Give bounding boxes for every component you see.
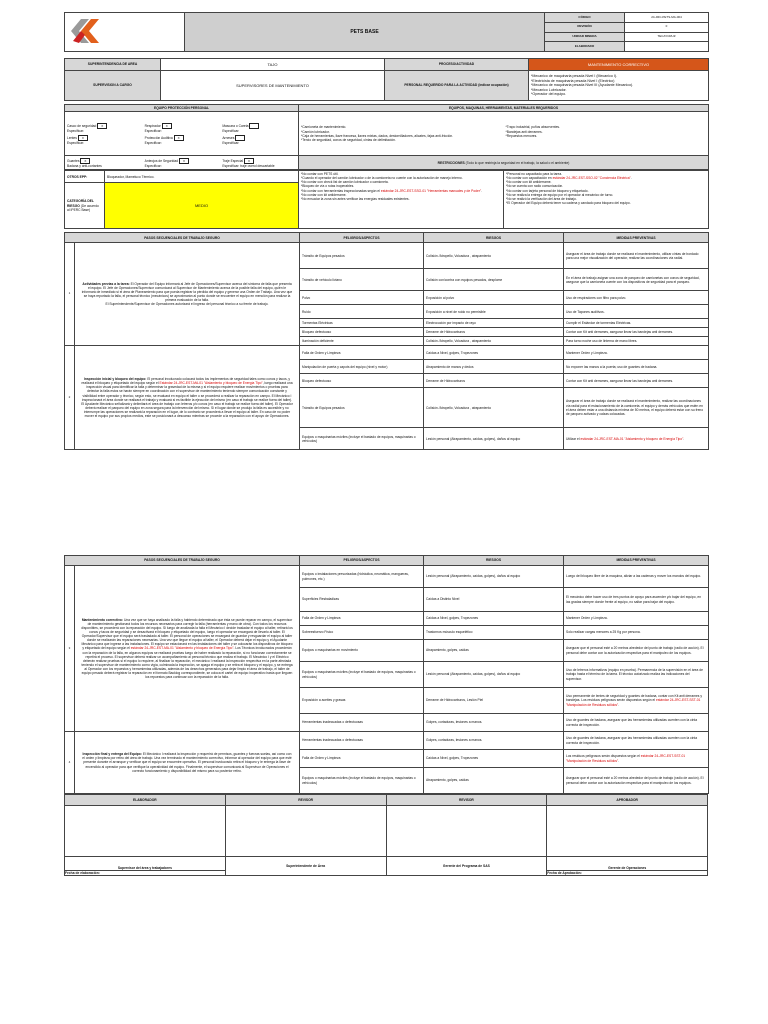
- hazard-cell: Herramientas inadecuadas o defectuosas: [300, 732, 424, 750]
- risk-cell: Electrocución por impacto de rayo: [424, 319, 564, 328]
- epp-item-casco: Casco de seguridad X Especificar:: [65, 122, 143, 134]
- date-aprobacion-label: Fecha de Aprobación:: [547, 870, 582, 875]
- signature-header-elaborador: ELABORADOR: [65, 795, 226, 806]
- supervision-label: SUPERVISION A CARGO: [65, 71, 161, 101]
- step-1-text: Actividades previas a la tarea: El Operador del Equipo informará al Jefe de Operaciones/Supervisor acerca del síntoma de falla que presenta el equipo. El Jefe de Operaciones/Supervisor comunicará al Supervisor de Mantenimiento acerca de la posible falla del equipo, quién le informará de inmediato si el área de Planeamiento para que pueda registrar la pérdida del equipo y generar una Orden de Trabajo. Una vez que se haya reportado la falla, el personal técnico (mecánicos) se aproximarán al punto donde se encuentre el equipo en mención para realizar la primera evaluación de la falla. El Superintendente/Supervisor de Operaciones autorizará el ingreso del personal técnico a su frente de trabajo.: [75, 243, 300, 346]
- risk-cell: Trastornos músculo esquelético: [424, 626, 564, 640]
- measure-cell: Mantener Orden y Limpieza.: [564, 346, 709, 360]
- hazard-cell: Equipos o maquinarias en movimiento: [300, 640, 424, 662]
- risk-cell: Colisión /Atropello, Volcadura , atrapamiento: [424, 388, 564, 428]
- minera-value: TECAYCRUZ: [625, 32, 709, 42]
- step-2-text: Inspección inicial y bloqueo del equipo: El personal involucrado colocará todos los implementos de seguridad tales como conos y tacos, y realizará el bloqueo y etiquetado del equipo según el Estándar 24-JRC-EST-MA-01 "Aislamiento y bloqueo de Energía Tipo", luego realizará una inspección visual para identificar la falla y determinar la gravedad de la misma y si el equipo requiere realizar movimientos o pruebas para detectar la falla estos se harán siempre en coordinación con el supervisor de mantenimiento teniendo siempre comunicación constante y visibilidad entre operador y técnico, según esto, se evaluará en equipo el taller o se procederá a realizar la reparación en campo. El Mecánico I inspeccionará el área donde se realizará el trabajo y evaluará si es factible la ejecución del mismo (en caso el trabajo se realice fuera del taller). El Ayudante Mecánico señalizará y delimitará el área de trabajo con letreros y/o conos (en caso el trabajo se realice fuera del taller). El Operador deberá realizar el parqueo del equipo en zona segura para la intervención del mismo. Si el lugar donde se produjo la falla es accesible y no interrumpe las operaciones se realizará la reparación en el lugar, de lo contrario se procederá a llevar el equipo al taller. En caso de no poder mover el equipo por sus propios medios, este se posicionará a descanso mientras se procede a la reparación con el apoyo de Operaciones.: [75, 346, 300, 450]
- measure-cell: Asegurar que el personal esté a 20 metros alrededor del punto de trabajo (radio de acción). El personal debe contar con la autorización respectiva para el manipuleo de los equipos.: [564, 640, 709, 662]
- hazard-cell: Iluminación deficiente: [300, 337, 424, 346]
- risk-category-value: MEDIO: [105, 183, 299, 229]
- hazard-cell: Tránsito de Equipos pesados: [300, 388, 424, 428]
- risk-category-label: CATEGORÍA DEL RIESGO (De acuerdo al IPERC Base): [65, 183, 105, 229]
- epp-item-mascara: Mascara o Careta Especificar:: [220, 122, 298, 134]
- measure-cell: Asegurar el área de trabajo donde se realizará el mantenimiento, realizar las coordinaciones vía radial para el estacionamiento de la camioneta. el equipo y demás vehículos que estén en el área deben estar a una distancia mínima de 50 metros, el equipo deberá estar con su freno de parqueo activado y calzas colocadas.: [564, 388, 709, 428]
- risk-cell: Lesión personal (Atrapamiento, caídas, golpes), daños al equipo: [424, 428, 564, 450]
- others-epp-value: Bloqueador, Mameluco Térmico.: [105, 171, 299, 183]
- measure-cell: Asegurar que el personal esté a 20 metros alrededor del punto de trabajo (radio de acción). El personal debe contar con la autorización respectiva para el manipuleo de los equipos.: [564, 768, 709, 794]
- measure-cell: Uso permanente de lentes de seguridad y guantes de badana, contar con Kit anti derrames y bandejas. Los residuos peligrosos serán dispuestos según el estándar 24-JRC-EST-SST-01 "Manipulación de Residuos sólidos".: [564, 688, 709, 714]
- risk-cell: Derrame de Hidrocarburos, Lesión Piel: [424, 688, 564, 714]
- role-revisor-1: Superintendente de Área: [225, 857, 386, 876]
- risk-cell: Caídas a Nivel, golpes, Tropezones: [424, 346, 564, 360]
- hazard-cell: Exposición a aceites y grasas: [300, 688, 424, 714]
- restrictions-table: [64, 170, 709, 229]
- measure-cell: Luego del bloqueo libre de la maquina, aliviar a las cadenas y mover los mandos del equipo.: [564, 566, 709, 588]
- epp-item-anteojos: Anteojos de Seguridad X Especificar:: [143, 157, 221, 169]
- signature-box[interactable]: [547, 806, 708, 857]
- minera-label: UNIDAD MINERA: [545, 32, 625, 42]
- hazard-cell: Equipos o instalaciones presurizadas (hidráulica, neumática, mangueras, pulmones, etc.): [300, 566, 424, 588]
- measure-cell: Solo realizar cargas menores a 25 Kg por persona.: [564, 626, 709, 640]
- role-revisor-2: Gerente del Programa de SAS: [386, 857, 547, 876]
- col-risks: RIESGOS: [424, 556, 564, 566]
- step-number: 1: [65, 243, 75, 346]
- tools-col-1: *Camioneta de mantenimiento. *Camión lubricador. *Caja de herramientas, llave francesa, llaves mixtas, dados, destornilladores, alicates, fajas anti-fricción. *Tercio de seguridad, conos de seguridad, cintas de delimitación.: [301, 125, 454, 142]
- revision-value: 0: [625, 22, 709, 32]
- step-number: 4: [65, 732, 75, 794]
- hazard-cell: Tormentas Eléctricas: [300, 319, 424, 328]
- date-elaboracion-label: Fecha de elaboración:: [65, 870, 100, 875]
- risk-cell: Golpes, cortaduras, lesiones a manos.: [424, 714, 564, 732]
- signature-box[interactable]: [225, 806, 386, 857]
- col-hazards: PELIGROS/ASPECTOS: [300, 233, 424, 243]
- risk-cell: Colisión /Atropello, Volcadura , atrapamiento: [424, 243, 564, 269]
- col-measures: MEDIDAS PREVENTIVAS: [564, 556, 709, 566]
- area-label: SUPERINTENDENCIA DE AREA: [65, 59, 161, 71]
- measure-cell: En el área de trabajo asignar una zona de parqueo de camionetas con conos de seguridad, asegurar que la camioneta cuente con los dispositivos de seguridad para el parqueo.: [564, 269, 709, 291]
- personal-list: *Mecanico de maquinaria pesada Nivel I (Mecanico I). *Electricista de maquinaria pesada Nivel I (Electrico) *Mecanico de maquinaria pesada Nivel III (Ayudante Mecanico). *Mecanico Lubricador. *Operador del equipo.: [529, 71, 709, 101]
- signature-box[interactable]: [65, 806, 226, 857]
- role-elaborador: Supervisor del área y trabajadores: [65, 866, 225, 871]
- signature-header-revisor-2: REVISOR: [386, 795, 547, 806]
- revision-label: REVISIÓN: [545, 22, 625, 32]
- risk-cell: Derrame de Hidrocarburos: [424, 328, 564, 337]
- tools-col-2: *Trapo industrial, puños absorventes. *Bandejas anti derrames. *Repuestos menores.: [505, 125, 560, 138]
- process-value: MANTENIMIENTO CORRECTIVO: [529, 59, 709, 71]
- process-label: PROCESO/ACTIVIDAD: [385, 59, 529, 71]
- personal-label: PERSONAL REQUERIDO PARA LA ACTIVIDAD (indicar ocupación): [385, 71, 529, 101]
- risk-cell: Derrame de Hidrocarburos: [424, 374, 564, 388]
- steps-table-2: [64, 555, 709, 794]
- hazard-cell: Falla de Orden y Limpieza: [300, 612, 424, 626]
- step-3-text: Mantenimiento correctivo: Una vez que se haya analizado la falla y habiendo determinado que ésta se puede reparar en campo, el supervisor de mantenimiento gestionará todos los recursos necesarios para corregir la falla (herramientas y mano de obra). Con todos los recursos disponibles, se procederá con la reparación del equipo. Si luego de analizada la falla el Mecánico I decide trasladar el equipo al taller, retirará los conos y tacos de seguridad y se desactivará el bloqueo y etiquetado del equipo, luego el operador se encargará de llevarlo al taller. El Operador/Supervisor que el equipo será trasladado al taller. El personal de operaciones se encargará de guardar y resguardar el equipo al taller donde se realizarán las reparaciones necesarias. Una vez que llegue el equipo al taller, el Operador deberá dejar el equipo y el Ayudante Mecánico para que ingrese a las instalaciones. El equipo se estacionará en las instalaciones del taller y se colocarán los dispositivos de bloqueo y etiquetado del equipo según el estándar 24-JRC-EST-MA-01 "Aislamiento y bloqueo de Energía Tipo". Los Técnicos involucrados procederán con la reparación de la falla, en algunos equipos se realizará pruebas luego de haber realizado la reparación, si no funcionan correctamente se repetirá el proceso. El supervisor deberá realizar un acompañamiento al personal técnico que realiza el trabajo. El Mecánico I y el Eléctrico deberán realizar pruebas si el equipo lo requiere, al finalizar la reparación, el mecánico I realizará la inspección respectiva en la parte afectada teniendo el supervisor de mantenimiento como vigía, culminada la inspección, se apaga el equipo y se retira el bloqueo y el equipo, y se entrega al Operador con los repuestos y herramientas utilizadas, además de los desechos generados para dejar limpio el área de trabajo, el taller de equipo pesado deberá registrar la reparación en el formato Backlog correspondiente, se coloca el cartel de equipo inoperativo hasta que lleguen los repuestos para continuar con la reparación de la falla.: [75, 566, 300, 732]
- document-title: PETS BASE: [185, 13, 545, 52]
- col-steps: PASOS SECUENCIALES DE TRABAJO SEGURO: [65, 556, 300, 566]
- measure-cell: Para turno noche uso de linterna de mano libres.: [564, 337, 709, 346]
- measure-cell: Los residuos peligrosos serán dispuestos según el estándar 24-JRC-EST-SST-01 "Manipulación de Residuos sólidos".: [564, 750, 709, 768]
- area-table: [64, 58, 709, 101]
- area-value: TAJO: [161, 59, 385, 71]
- measure-cell: Contar con Kit anti derrames, asegurar llevar las bandejas anti derrames.: [564, 328, 709, 337]
- supervision-value: SUPERVISORES DE MANTENIMIENTO: [161, 71, 385, 101]
- hazard-cell: Superficies Resbaladizas: [300, 588, 424, 612]
- measure-cell: Mantener Orden y Limpieza.: [564, 612, 709, 626]
- epp-title: EQUIPO PROTECCIÓN PERSONAL: [65, 105, 299, 112]
- page-1: [64, 12, 708, 450]
- measure-cell: Uso de guantes de badana, asegurar que las herramientas utilizadas cuenten con la cinta correcta de inspección.: [564, 714, 709, 732]
- role-aprobador: Gerente de Operaciones: [547, 866, 707, 871]
- step-number: 2: [65, 346, 75, 450]
- col-measures: MEDIDAS PREVENTIVAS: [564, 233, 709, 243]
- hazard-cell: Falla de Orden y Limpieza: [300, 346, 424, 360]
- tools-list: [299, 112, 709, 156]
- epp-item-auditiva: Protección Auditiva X Especificar:: [143, 134, 221, 146]
- hazard-cell: Herramientas inadecuadas o defectuosas: [300, 714, 424, 732]
- hazard-cell: Ruido: [300, 305, 424, 319]
- risk-cell: Golpes, cortaduras, lesiones a manos.: [424, 732, 564, 750]
- measure-cell: Uso de letreros informativos (equipo en prueba). Permanencia de la supervisión en el área de trabajo hasta el término de la tarea. El técnico autorizado realiza las indicaciones del supervisor.: [564, 662, 709, 688]
- epp-item-lentes: Lentes X Especificar:: [65, 134, 143, 146]
- epp-table: [64, 104, 709, 170]
- risk-cell: Caídas a Nivel, golpes, Tropezones: [424, 750, 564, 768]
- casme-logo-icon: [67, 15, 183, 47]
- epp-grid: [65, 112, 299, 156]
- measure-cell: No exponer las manos a la puerta; uso de guantes de badana.: [564, 360, 709, 374]
- risk-cell: Colisión /Atropello, Volcadura , atrapamiento: [424, 337, 564, 346]
- hazard-cell: Sobreesfuerzo Físico: [300, 626, 424, 640]
- risk-cell: Atrapamiento, golpes, caídas: [424, 768, 564, 794]
- code-label: CÓDIGO: [545, 13, 625, 23]
- signature-table: [64, 794, 708, 876]
- col-hazards: PELIGROS/ASPECTOS: [300, 556, 424, 566]
- measure-cell: Uso de respiradores con filtro para polvo.: [564, 291, 709, 305]
- risk-cell: Exposición al polvo: [424, 291, 564, 305]
- steps-table-1: [64, 232, 709, 450]
- epp-item-guantes: Guantes X Badana y anti-cortantes: [67, 158, 102, 168]
- measure-cell: Contar con Kit anti derrames, asegurar llevar las bandejas anti derrames.: [564, 374, 709, 388]
- hazard-cell: Manipulación de puerta y capots del equipo (nivel y motor): [300, 360, 424, 374]
- risk-cell: Atrapamiento de manos y dedos: [424, 360, 564, 374]
- measure-cell: El mecánico debe hacer uso de tres puntos de apoyo para ascender y/o bajar del equipo, en las gradas siempre donde frente al equipo, no saltar para bajar del equipo.: [564, 588, 709, 612]
- epp-item-respirador: Respirador X Especificar:: [143, 122, 221, 134]
- hazard-cell: Bloqueo defectuoso: [300, 328, 424, 337]
- measure-cell: Utilizar el estándar 24-JRC-EST-MA-01 "Aislamiento y bloqueo de Energía Tipo".: [564, 428, 709, 450]
- hazard-cell: Tránsito de vehículo liviano: [300, 269, 424, 291]
- signature-box[interactable]: [386, 806, 547, 857]
- signature-header-revisor-1: REVISOR: [225, 795, 386, 806]
- others-epp-label: OTROS EPP:: [65, 171, 105, 183]
- restrictions-col-2: *Personal no capacitado para la tarea. *No contar con capacitación en estándar 24-JRC-EST-SSO-02 "Conciencia Eléctrica". *No contar con kit antiderrame. *No se cuenta con radio comunicación. *No contar con tarjeta personal de bloqueo y etiquetado. *No se realiza la entrega de equipo por el operador al mecánico de turno. *No se realizó la verificación del área de trabajo. *El Operador del Equipo deberá tener su cadena y candado para bloqueo del equipo.: [504, 171, 709, 229]
- page-2: [64, 555, 708, 876]
- restrictions-col-1: *No contar con PETS útil. *Cuando el operador del camión lubricador o de la camioneta no cuente con la autorización de manejo interno. *No contar con check list de camión lubricador o camioneta. *Bloqueo de vía o rutas inoperables. *No contar con herramientas inspeccionadas según el estándar 24-JRC-EST-SSO-01 "Herramientas manuales y de Poder". *No contar con kit antiderrame. *No ensuciar la zona sin antes verificar las energías residuales existentes.: [299, 171, 504, 229]
- epp-item-arneses: Arneses Especificar:: [220, 134, 298, 146]
- signature-header-aprobador: APROBADOR: [547, 795, 708, 806]
- header-table: [64, 12, 709, 52]
- elaborado-label: ELABORADO: [545, 42, 625, 52]
- hazard-cell: Equipos o maquinarias móviles (incluye el bastado de equipos, maquinarias o vehículos): [300, 768, 424, 794]
- col-risks: RIESGOS: [424, 233, 564, 243]
- measure-cell: Cumplir el Estándar de tormentas Eléctricas.: [564, 319, 709, 328]
- step-4-text: Inspección final y entrega del Equipo: El Mecánico I realizará la inspección y requerirá de permisos, guantes y fuerzas suelas, así como con el orden y limpieza por retiro del área de trabajo. Una vez terminado el mantenimiento correctivo, informar al operador del equipo para que esté presente durante el arranque y verificar que el equipo se encuentre operativo. El personal involucrado retira el bloqueo y le entrega la llave de encendido al operador para que verifique la operatividad del equipo. Finalmente, el supervisor comunicará al Supervisor de Operaciones el correcto funcionamiento y disponibilidad del mismo para su posterior retiro.: [75, 732, 300, 794]
- hazard-cell: Polvo: [300, 291, 424, 305]
- col-steps: PASOS SECUENCIALES DE TRABAJO SEGURO: [65, 233, 300, 243]
- company-logo: [65, 13, 185, 52]
- risk-cell: Lesión personal (Atrapamiento, caídas, golpes), daños al equipo: [424, 566, 564, 588]
- measure-cell: Asegurar el área de trabajo donde se realizará el mantenimiento, utilizar cintas de bordado para una mejor visualización del operador, realizar las coordinaciones vía radial.: [564, 243, 709, 269]
- hazard-cell: Bloqueo defectuoso: [300, 374, 424, 388]
- risk-cell: Colisión con/contra con equipos pesados, desplome: [424, 269, 564, 291]
- hazard-cell: Equipos o maquinarias móviles (incluye el bastado de equipos, maquinarias o vehículos): [300, 662, 424, 688]
- hazard-cell: Equipos o maquinarias móviles (incluye el bastado de equipos, maquinarias o vehículos): [300, 428, 424, 450]
- risk-cell: Lesión personal (Atrapamiento, caídas, golpes), daños al equipo: [424, 662, 564, 688]
- code-value: 24-JRC-PETS-MA-004: [625, 13, 709, 23]
- hazard-cell: Falla de Orden y Limpieza: [300, 750, 424, 768]
- measure-cell: Uso de guantes de badana, asegurar que las herramientas utilizadas cuenten con la cinta correcta de inspección.: [564, 732, 709, 750]
- risk-cell: Exposición a nivel de ruido no permisible: [424, 305, 564, 319]
- measure-cell: Uso de Tapones auditivos.: [564, 305, 709, 319]
- risk-cell: Caídas a Nivel, golpes, Tropezones: [424, 612, 564, 626]
- tools-title: EQUIPOS, MAQUINAS, HERRAMIENTAS, MATERIALES REQUERIDOS: [299, 105, 709, 112]
- step-number: 3: [65, 566, 75, 732]
- risk-cell: Atrapamiento, golpes, caídas: [424, 640, 564, 662]
- epp-item-traje: Traje Especial X Especificar: traje overol descartable: [222, 158, 275, 168]
- hazard-cell: Tránsito de Equipos pesados: [300, 243, 424, 269]
- restrictions-header: RESTRICCIONES (Todo lo que restrinja la seguridad en el trabajo, la salud o el ambiente): [299, 156, 709, 170]
- risk-cell: Caídas a Distinto Nivel: [424, 588, 564, 612]
